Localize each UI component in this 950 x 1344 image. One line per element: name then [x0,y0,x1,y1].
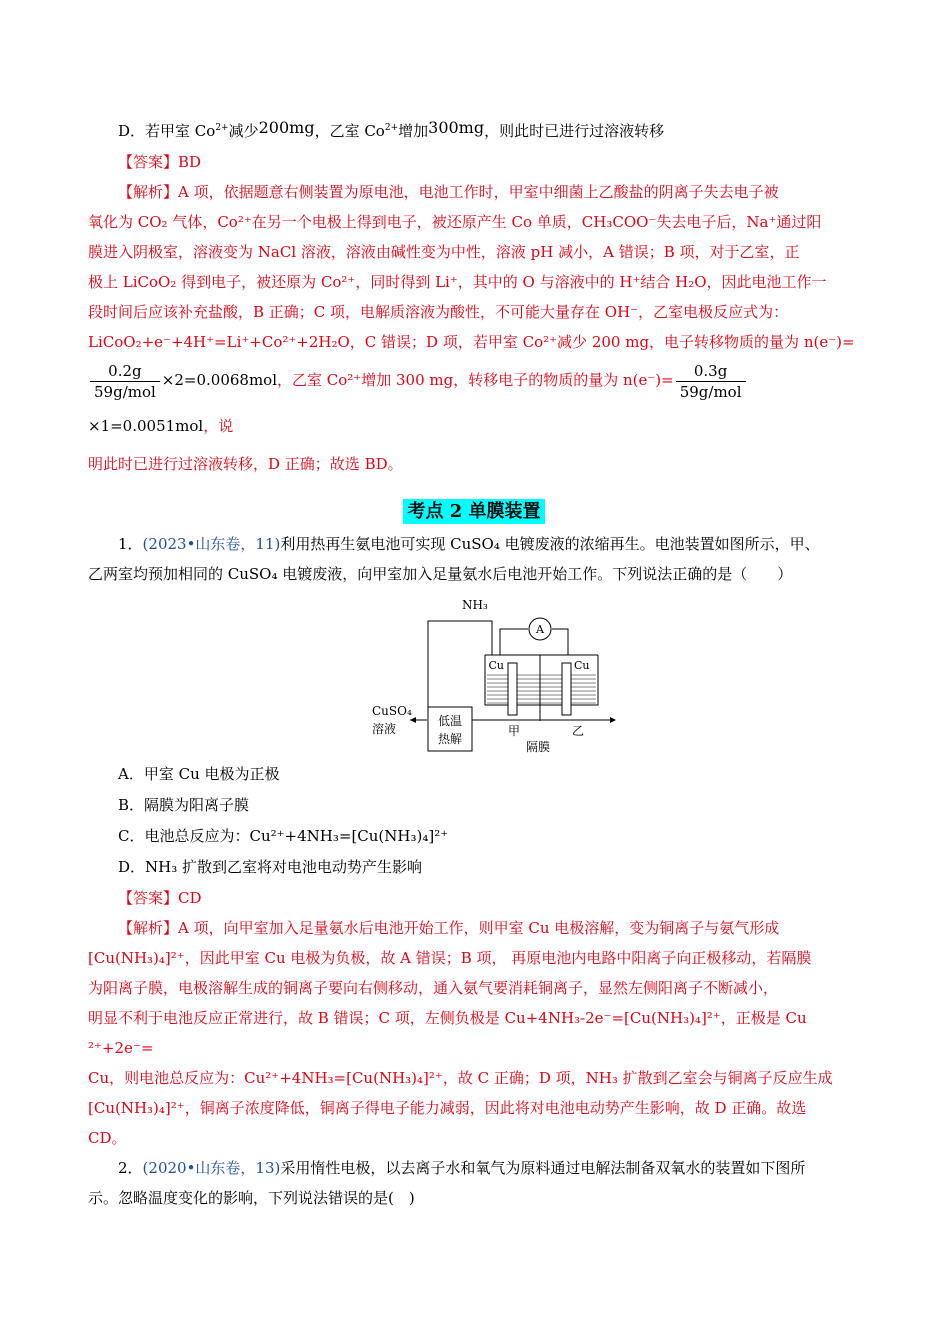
analysis-2-line: [Cu(NH₃)₄]²⁺，铜离子浓度降低，铜离子得电子能力减弱，因此将对电池电动势产生影响，故 D 正确。故选 [88,1099,807,1117]
cu-right-label: Cu [574,659,590,672]
analysis-2 [88,913,860,1153]
question-source: (2020•山东卷，13) [142,1159,281,1177]
battery-diagram [368,595,618,755]
solution-label: 溶液 [372,722,397,736]
cuso4-label: CuSO₄ [372,704,412,718]
analysis-1-line: 膜进入阴极室，溶液变为 NaCl 溶液，溶液由碱性变为中性，溶液 pH 减小，A 错误；B 项，对于乙室，正 [88,243,800,261]
question-number: 1． [118,535,143,553]
question-1: 1．(2023•山东卷，11)利用热再生氨电池可实现 CuSO₄ 电镀废液的浓缩再生。电池装置如图所示，甲、 乙两室均预加相同的 CuSO₄ 电镀废液，向甲室加入足量氨水后电池开始工作。下列说法正确的是（ ） [88,535,820,583]
analysis-1-line: 氧化为 CO₂ 气体，Co²⁺在另一个电极上得到电子，被还原产生 Co 单质，CH₃COO⁻失去电子后，Na⁺通过阳 [88,213,822,231]
option-a: A．甲室 Cu 电极为正极 [118,765,280,783]
fraction-2: $\frac{0.3g}{\text{59g/mol}}$ [676,361,746,402]
analysis-2-line: CD。 [88,1129,127,1147]
svg-text:A: A [536,623,544,636]
nh3-label: NH₃ [462,598,488,612]
question-2: 2．(2020•山东卷，13)采用惰性电极，以去离子水和氧气为原料通过电解法制备双氧水的装置如下图所 示。忽略温度变化的影响，下列说法错误的是( ) [88,1159,806,1207]
jia-label: 甲 [508,724,521,738]
analysis-1-line: LiCoO₂+e⁻+4H⁺=Li⁺+Co²⁺+2H₂O，C 错误；D 项，若甲室 Co²⁺减少 200 mg，电子转移物质的量为 n(e⁻)= [88,333,855,351]
option-b: B．隔膜为阳离子膜 [118,796,250,814]
analysis-2-line: 【解析】A 项，向甲室加入足量氨水后电池开始工作，则甲室 Cu 电极溶解，变为铜离子与氨气形成 [118,919,780,937]
membrane-label: 隔膜 [526,740,551,754]
question-1-options [88,759,860,883]
analysis-1-line: 段时间后应该补充盐酸，B 正确；C 项，电解质溶液为酸性，不可能大量存在 OH⁻，乙室电极反应式为： [88,303,789,321]
left-electrode [508,663,517,715]
analysis-2-line: [Cu(NH₃)₄]²⁺，因此甲室 Cu 电极为负极，故 A 错误；B 项， 再原电池内电路中阳离子向正极移动，若隔膜 [88,949,812,967]
yi-label: 乙 [572,724,585,738]
question-number: 2． [118,1159,143,1177]
fraction-1: $\frac{0.2g}{\text{59g/mol}}$ [90,361,160,402]
section-heading [88,497,860,523]
section-title: 考点 2 单膜装置 [403,499,544,524]
analysis-2-line: Cu，则电池总反应为：Cu²⁺+4NH₃=[Cu(NH₃)₄]²⁺，故 C 正确；D 项，NH₃ 扩散到乙室会与铜离子反应生成 [88,1069,833,1087]
analysis-1-fraction-line: $\frac{0.2g}{\text{59g/mol}}$ ×2=0.0068mol，乙室 Co²⁺增加 300 mg，转移电子的物质的量为 n(e⁻)= $\frac{0.3g}{\text{59g/mol}}$ ×1=0.0051mol，说 [88,357,860,449]
svg-text:热解: 热解 [437,732,463,746]
option-c: C．电池总反应为：Cu²⁺+4NH₃=[Cu(NH₃)₄]²⁺ [118,827,449,845]
analysis-1-line: 【解析】A 项，依据题意右侧装置为原电池，电池工作时，甲室中细菌上乙酸盐的阴离子失去电子被 [118,183,779,201]
option-d-top: D．若甲室 $Co^{2+}$减少200mg，乙室 $Co^{2+}$增加300mg，则此时已进行过溶液转移 [118,118,665,140]
option-d: D．NH₃ 扩散到乙室将对电池电动势产生影响 [118,858,423,876]
analysis-2-line: 为阳离子膜，电极溶解生成的铜离子要向右侧移动，通入氨气要消耗铜离子，显然左侧阳离子不断减小， [88,979,779,997]
analysis-1-line: 明此时已进行过溶液转移，D 正确；故选 BD。 [88,455,403,473]
document-page [88,112,860,1213]
analysis-1-line: 极上 LiCoO₂ 得到电子，被还原为 Co²⁺，同时得到 Li⁺，其中的 O 与溶液中的 H⁺结合 H₂O，因此电池工作一 [88,273,827,291]
solution-fill [487,675,596,703]
analysis-1 [88,177,860,479]
svg-text:低温: 低温 [437,714,463,728]
answer-1: 【答案】BD [118,153,202,171]
question-source: (2023•山东卷，11) [142,535,281,553]
analysis-2-line: 明显不利于电池反应正常进行，故 B 错误；C 项，左侧负极是 Cu+4NH₃-2e⁻=[Cu(NH₃)₄]²⁺，正极是 Cu ²⁺+2e⁻= [88,1009,807,1057]
right-electrode [562,663,571,715]
cu-left-label: Cu [488,659,504,672]
answer-2: 【答案】CD [118,889,202,907]
